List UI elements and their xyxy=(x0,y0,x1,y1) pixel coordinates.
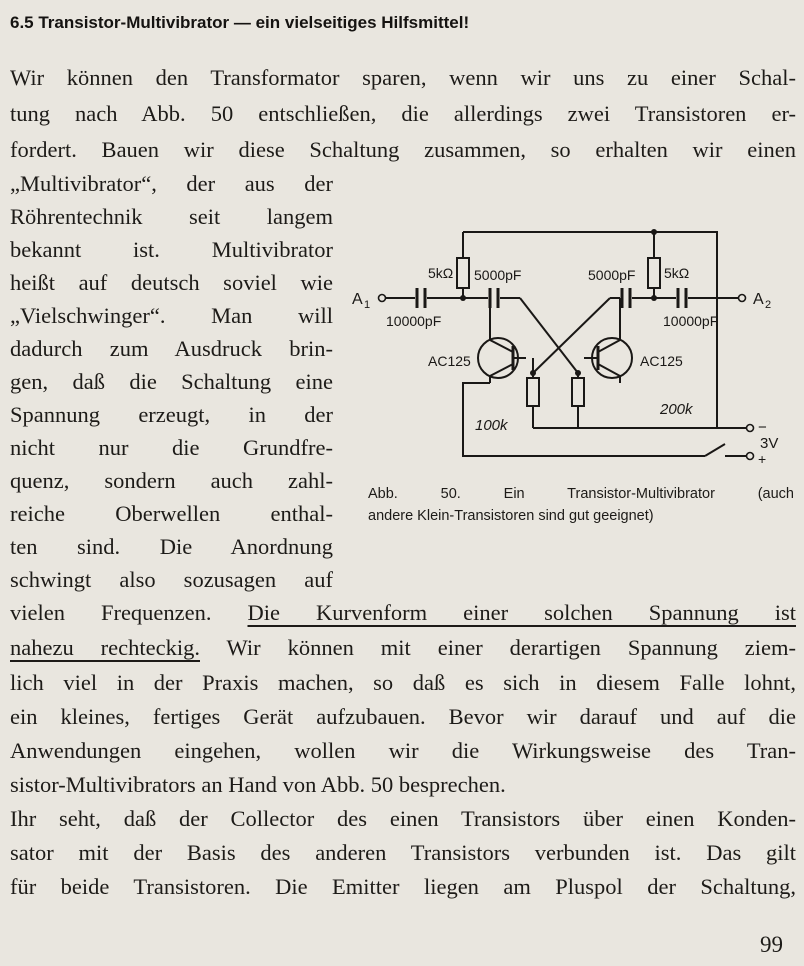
text-line: heißt auf deutsch soviel wie xyxy=(10,270,333,295)
text-line: fordert. Bauen wir diese Schaltung zusammen, so erhalten wir einen xyxy=(10,137,796,162)
handwritten-200k: 200k xyxy=(660,401,693,418)
text-line xyxy=(10,597,796,629)
text-line: lich viel in der Praxis machen, so daß es sich in diesem Falle lohnt, xyxy=(10,670,796,695)
resistor-5k-right xyxy=(648,258,660,288)
label-battery: 3V xyxy=(760,435,779,452)
label-a2-sub: 2 xyxy=(765,299,772,311)
text-line: gen, daß die Schaltung eine xyxy=(10,369,333,394)
text-line: ten sind. Die Anordnung xyxy=(10,534,333,559)
label-a2: A xyxy=(753,291,764,308)
resistor-5k-left xyxy=(457,258,469,288)
underlined-text: nahezu rechteckig. xyxy=(10,635,200,660)
label-c-right-out: 10000pF xyxy=(663,313,719,329)
text-line: quenz, sondern auch zahl- xyxy=(10,468,333,493)
label-a1-sub: 1 xyxy=(364,299,371,311)
figure-caption-line: andere Klein-Transistoren sind gut geeignet) xyxy=(368,508,654,524)
resistor-base-right xyxy=(572,378,584,406)
text-line: für beide Transistoren. Die Emitter liegen am Pluspol der Schaltung, xyxy=(10,874,796,899)
section-heading: 6.5 Transistor-Multivibrator — ein vielseitiges Hilfsmittel! xyxy=(10,13,470,32)
text-segment: Wir können mit einer derartigen Spannung ziem- xyxy=(200,635,797,660)
text-line: Röhrentechnik seit langem xyxy=(10,204,333,229)
label-c-right-inner: 5000pF xyxy=(588,267,636,283)
text-line: sistor-Multivibrators an Hand von Abb. 50 besprechen. xyxy=(10,772,506,797)
text-line: „Vielschwinger“. Man will xyxy=(10,303,333,328)
label-r-right-top: 5kΩ xyxy=(664,265,690,281)
text-line: Spannung erzeugt, in der xyxy=(10,402,333,427)
multivibrator-circuit-diagram xyxy=(350,218,800,473)
label-a1: A xyxy=(352,291,363,308)
text-line: schwingt also sozusagen auf xyxy=(10,567,333,592)
text-line: nicht nur die Grundfre- xyxy=(10,435,333,460)
text-line: ein kleines, fertiges Gerät aufzubauen. Bevor wir darauf und auf die xyxy=(10,704,796,729)
text-segment: vielen Frequenzen. xyxy=(10,600,248,625)
figure-caption-line: Abb. 50. Ein Transistor-Multivibrator (auch xyxy=(368,486,794,502)
resistor-base-left xyxy=(527,378,539,406)
text-line: dadurch zum Ausdruck brin- xyxy=(10,336,333,361)
text-line: bekannt ist. Multivibrator xyxy=(10,237,333,262)
label-t-left: AC125 xyxy=(428,353,471,369)
underlined-text: Die Kurvenform einer solchen Spannung ist xyxy=(247,600,796,625)
handwritten-100k: 100k xyxy=(475,417,508,434)
text-line: sator mit der Basis des anderen Transistors verbunden ist. Das gilt xyxy=(10,840,796,865)
text-line: „Multivibrator“, der aus der xyxy=(10,171,333,196)
text-line: reiche Oberwellen enthal- xyxy=(10,501,333,526)
label-r-left-top: 5kΩ xyxy=(428,265,454,281)
label-c-left-inner: 5000pF xyxy=(474,267,522,283)
text-line: Wir können den Transformator sparen, wenn wir uns zu einer Schal- xyxy=(10,65,796,90)
label-t-right: AC125 xyxy=(640,353,683,369)
label-plus: + xyxy=(758,451,767,467)
label-minus: − xyxy=(758,419,767,436)
text-line: Ihr seht, daß der Collector des einen Transistors über einen Konden- xyxy=(10,806,796,831)
label-c-left-out: 10000pF xyxy=(386,313,442,329)
page-number: 99 xyxy=(760,932,783,957)
text-line: Anwendungen eingehen, wollen wir die Wirkungsweise des Tran- xyxy=(10,738,796,763)
text-line: tung nach Abb. 50 entschließen, die allerdings zwei Transistoren er- xyxy=(10,101,796,126)
text-line xyxy=(10,632,796,664)
